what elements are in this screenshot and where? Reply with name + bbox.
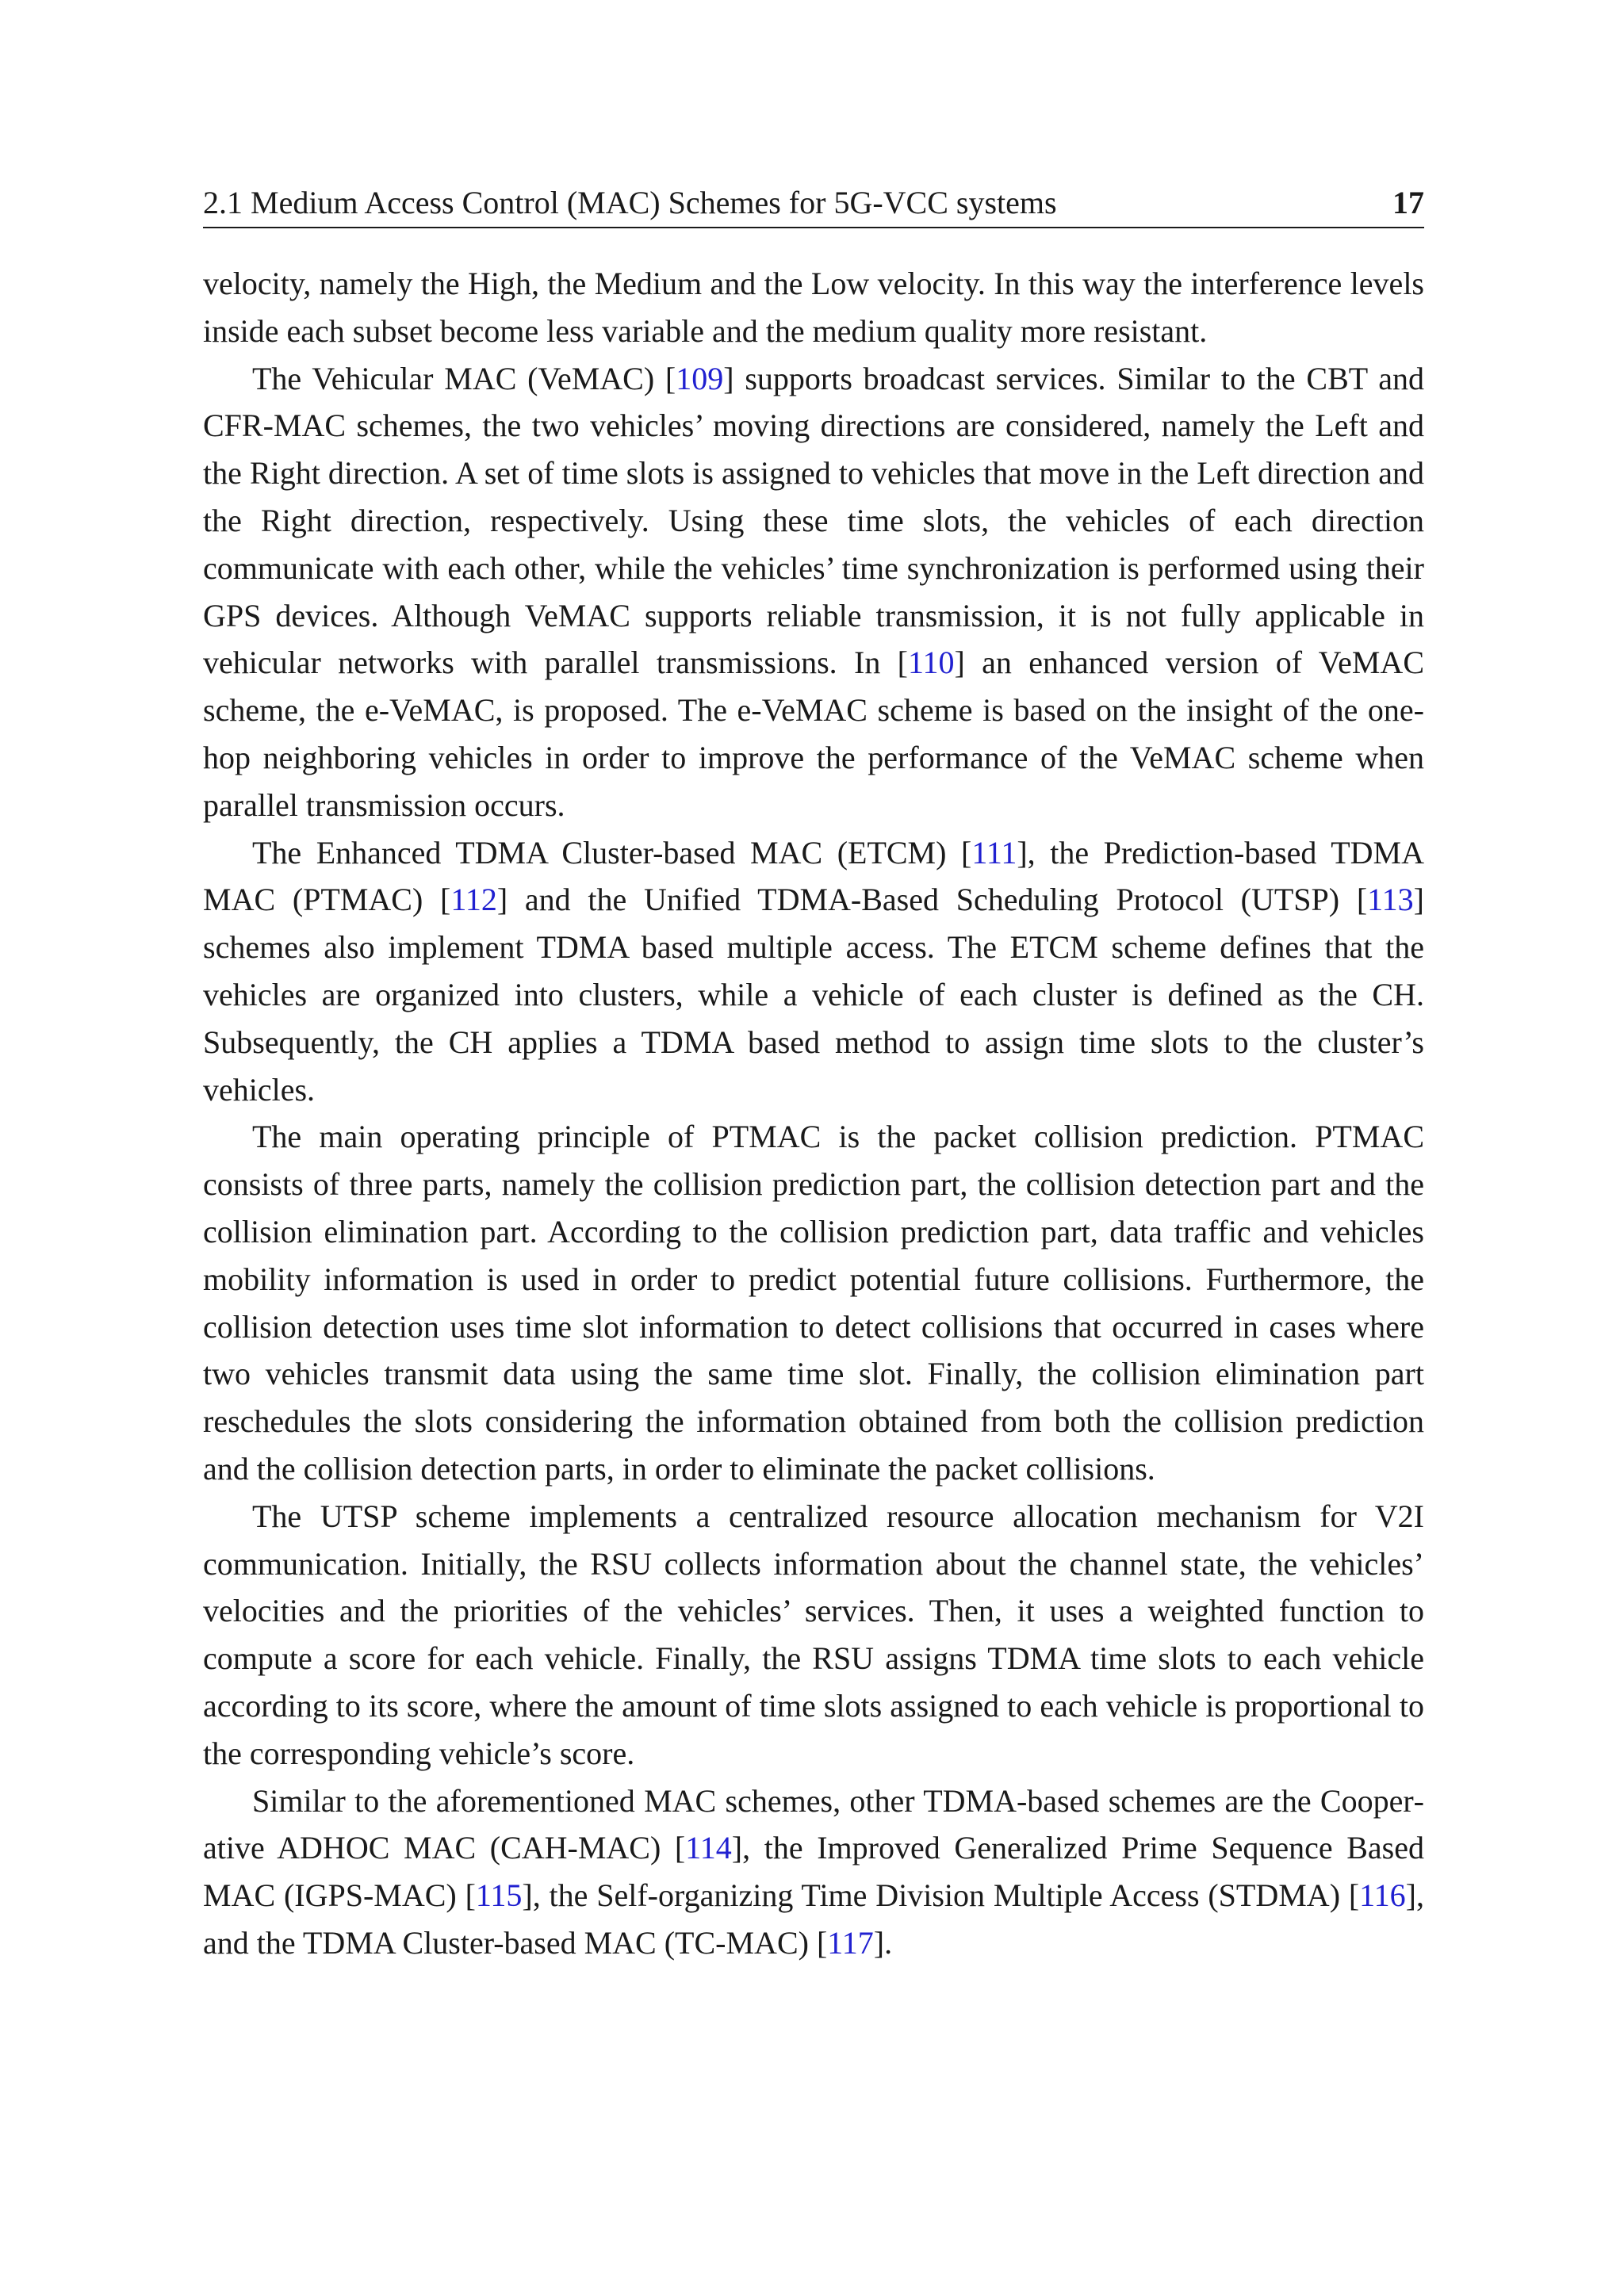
paragraph [203, 1113, 1424, 1492]
citation-link[interactable]: 114 [685, 1830, 732, 1866]
citation-link[interactable]: 112 [450, 882, 497, 918]
paragraph-text: ], the Improved Generalized Prime Sequence Based MAC (IGPS-MAC) [ [203, 1830, 1424, 1914]
paragraph-text: ], the Self-organizing Time Division Multiple Access (STDMA) [ [522, 1877, 1360, 1914]
paragraph-text: The Vehicular MAC (VeMAC) [ [252, 360, 676, 396]
paragraph-text: ] and the Unified TDMA-Based Scheduling Protocol (UTSP) [ [496, 882, 1368, 918]
paragraph-text: ], the Prediction-based TDMA MAC (PTMAC) [ [203, 834, 1425, 918]
citation-link[interactable]: 109 [676, 360, 724, 396]
citation-link[interactable]: 115 [475, 1877, 523, 1914]
paragraph [203, 355, 1424, 829]
paragraph-text: The Enhanced TDMA Cluster-based MAC (ETCM) [ [252, 834, 972, 871]
citation-link[interactable]: 117 [827, 1924, 874, 1961]
paragraph-text: ], and the TDMA Cluster-based MAC (TC-MAC) [ [203, 1877, 1424, 1961]
running-header [203, 184, 1424, 228]
section-title: 2.1 Medium Access Control (MAC) Schemes for 5G-VCC systems [203, 185, 1057, 220]
body-text [203, 260, 1424, 1967]
page [203, 184, 1424, 1967]
paragraph [203, 260, 1424, 355]
paragraph-text: velocity, namely the High, the Medium and the Low velocity. In this way the interference levels inside each subset become less variable and the medium quality more resistant. [203, 266, 1424, 349]
paragraph [203, 1777, 1424, 1967]
paragraph-text: Similar to the aforementioned MAC schemes, other TDMA-based schemes are the Cooperative ADHOC MAC (CAH-MAC) [ [203, 1782, 1424, 1866]
paragraph-text: ] supports broadcast services. Similar to the CBT and CFR-MAC schemes, the two vehicles’ moving directions are considered, namely the Left and the Right direction. A set of time slots is assigned to vehicles that move in the Left direction and the Right direction, respectively. Using these time slots, the vehicles of each direction communicate with each other, while the vehicles’ time synchronization is performed using their GPS devices. Although VeMAC supports reliable transmission, it is not fully applicable in vehicular networks with parallel transmissions. In [ [203, 360, 1424, 681]
paragraph [203, 1493, 1424, 1777]
citation-link[interactable]: 110 [907, 645, 955, 681]
paragraph-text: ] an enhanced version of VeMAC scheme, the e-VeMAC, is proposed. The e-VeMAC scheme is based on the insight of the one-hop neighboring vehicles in order to improve the performance of the VeMAC scheme when parallel transmission occurs. [203, 645, 1424, 823]
paragraph-text: ] schemes also implement TDMA based multiple access. The ETCM scheme defines that the vehicles are organized into clusters, while a vehicle of each cluster is defined as the CH. Subsequently, the CH applies a TDMA based method to assign time slots to the cluster’s vehicles. [203, 882, 1424, 1108]
page-number: 17 [1392, 185, 1424, 220]
paragraph [203, 829, 1424, 1114]
paragraph-text: The UTSP scheme implements a centralized resource allocation mechanism for V2I communication. Initially, the RSU collects information about the channel state, the vehicles’ velocities and the priorities of the vehicles’ services. Then, it uses a weighted function to compute a score for each vehicle. Finally, the RSU assigns TDMA time slots to each vehicle according to its score, where the amount of time slots assigned to each vehicle is proportional to the corresponding vehicle’s score. [203, 1498, 1424, 1771]
citation-link[interactable]: 111 [971, 834, 1017, 871]
paragraph-text: The main operating principle of PTMAC is the packet collision prediction. PTMAC consists of three parts, namely the collision prediction part, the collision detection part and the collision elimination part. According to the collision prediction part, data traffic and vehicles mobility information is used in order to predict potential future collisions. Furthermore, the collision detection uses time slot information to detect collisions that occurred in cases where two vehicles transmit data using the same time slot. Finally, the collision elimination part reschedules the slots considering the information obtained from both the collision prediction and the collision detection parts, in order to eliminate the packet collisions. [203, 1119, 1424, 1487]
citation-link[interactable]: 116 [1359, 1877, 1406, 1914]
citation-link[interactable]: 113 [1367, 882, 1414, 918]
paragraph-text: ]. [873, 1924, 893, 1961]
